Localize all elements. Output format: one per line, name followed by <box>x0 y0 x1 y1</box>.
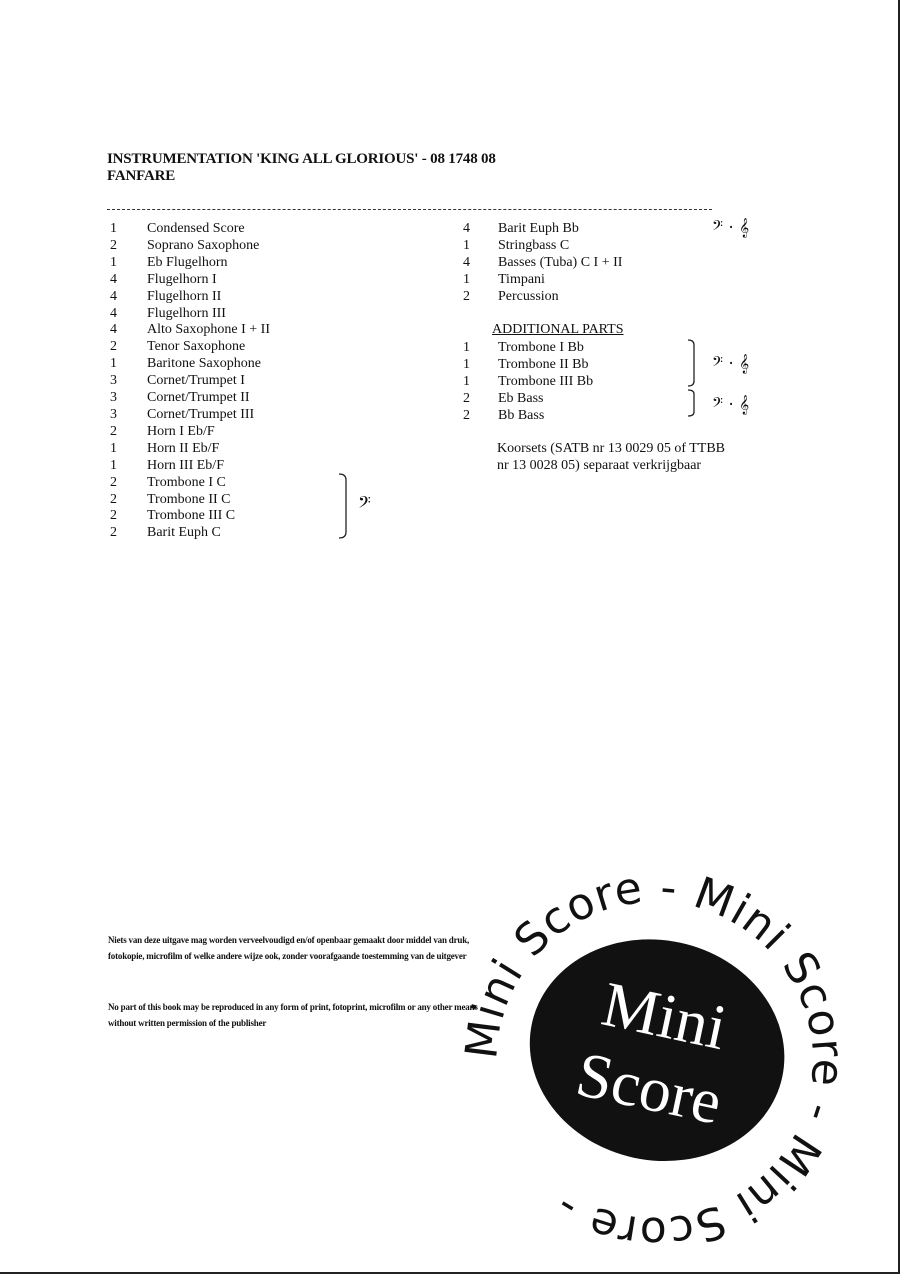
bass-treble-clef-icon: 𝄢 · 𝄞 <box>712 395 750 415</box>
instrument-name: Barit Euph Bb <box>498 221 579 236</box>
list-item <box>110 306 270 323</box>
instrument-name: Percussion <box>498 288 559 304</box>
mini-score-seal <box>455 860 855 1260</box>
seal-ring-text: Mini Score - Mini Score - Mini Score - <box>456 861 854 1259</box>
instrument-name: Tenor Saxophone <box>147 339 246 355</box>
list-item <box>463 255 622 272</box>
instrument-name: Basses (Tuba) C I + II <box>498 254 623 270</box>
instrument-name: Cornet/Trumpet II <box>147 390 250 406</box>
part-quantity: 2 <box>463 407 470 423</box>
bass-clef-icon: 𝄢 <box>358 492 371 516</box>
part-quantity: 1 <box>110 356 117 372</box>
list-item <box>110 356 270 373</box>
list-item <box>463 374 593 391</box>
list-item <box>110 289 270 306</box>
instrument-name: Eb Bass <box>498 390 544 406</box>
instrument-name: Trombone II Bb <box>498 356 589 372</box>
instrument-name: Cornet/Trumpet III <box>147 406 255 422</box>
instrument-name: Stringbass C <box>498 237 570 253</box>
instrument-name: Trombone III C <box>147 508 236 524</box>
list-item <box>463 272 622 289</box>
additional-parts-list <box>463 340 593 425</box>
list-item <box>463 357 593 374</box>
part-quantity: 2 <box>110 423 117 439</box>
list-item <box>110 373 270 390</box>
title-line-1: INSTRUMENTATION 'KING ALL GLORIOUS' - 08 1748 08 <box>107 151 496 167</box>
trombone-group-brace <box>337 472 351 540</box>
part-quantity: 2 <box>110 491 117 507</box>
list-item <box>110 238 270 255</box>
instrument-name: Alto Saxophone I + II <box>147 322 270 338</box>
list-item <box>110 339 270 356</box>
part-quantity: 2 <box>463 390 470 406</box>
part-quantity: 1 <box>463 356 470 372</box>
part-quantity: 4 <box>110 305 117 321</box>
part-quantity: 1 <box>463 271 470 287</box>
title-line-2: FANFARE <box>107 168 176 184</box>
part-quantity: 1 <box>110 221 117 236</box>
part-quantity: 4 <box>463 221 470 236</box>
instrument-name: Baritone Saxophone <box>147 356 261 372</box>
instrument-name: Cornet/Trumpet I <box>147 373 245 389</box>
part-quantity: 1 <box>463 340 470 355</box>
part-quantity: 2 <box>463 288 470 304</box>
instrument-name: Barit Euph C <box>147 525 221 541</box>
instrument-name: Bb Bass <box>498 407 545 423</box>
copyright-notice-dutch: Niets van deze uitgave mag worden verveelvoudigd en/of openbaar gemaakt door middel van druk, fotokopie, microfilm of welke andere wijze ook, zonder voorafgaande toestemming van de uitgever <box>108 935 470 961</box>
part-quantity: 1 <box>110 254 117 270</box>
part-quantity: 3 <box>110 390 117 406</box>
instrument-name: Soprano Saxophone <box>147 237 260 253</box>
instrument-name: Trombone III Bb <box>498 373 594 389</box>
list-item <box>463 391 593 408</box>
instrument-name: Condensed Score <box>147 221 245 236</box>
instrument-list-right <box>463 221 622 306</box>
part-quantity: 4 <box>110 271 117 287</box>
list-item <box>110 255 270 272</box>
list-item <box>110 458 270 475</box>
dashed-divider <box>107 209 712 210</box>
bass-brace <box>686 388 698 418</box>
instrument-name: Flugelhorn II <box>147 288 222 304</box>
part-quantity: 4 <box>110 288 117 304</box>
part-quantity: 3 <box>110 373 117 389</box>
list-item <box>110 441 270 458</box>
instrument-name: Timpani <box>498 271 545 287</box>
part-quantity: 1 <box>110 457 117 473</box>
instrument-name: Trombone I Bb <box>498 340 584 355</box>
part-quantity: 4 <box>110 322 117 338</box>
instrument-name: Flugelhorn I <box>147 271 217 287</box>
list-item <box>110 390 270 407</box>
page-title <box>107 151 496 185</box>
list-item <box>110 424 270 441</box>
part-quantity: 2 <box>110 525 117 541</box>
part-quantity: 1 <box>463 373 470 389</box>
bass-treble-clef-icon: 𝄢 · 𝄞 <box>712 354 750 374</box>
list-item <box>110 322 270 339</box>
list-item <box>463 221 622 238</box>
list-item <box>110 508 270 525</box>
part-quantity: 1 <box>463 237 470 253</box>
list-item <box>110 407 270 424</box>
list-item <box>463 289 622 306</box>
instrument-name: Trombone II C <box>147 491 231 507</box>
list-item <box>110 475 270 492</box>
list-item <box>463 238 622 255</box>
part-quantity: 2 <box>110 474 117 490</box>
seal-center-line-1: Mini <box>596 967 733 1064</box>
instrument-name: Trombone I C <box>147 474 226 490</box>
part-quantity: 4 <box>463 254 470 270</box>
list-item <box>463 408 593 425</box>
choir-sets-note: Koorsets (SATB nr 13 0029 05 of TTBB nr 13 0028 05) separaat verkrijgbaar <box>497 441 726 473</box>
instrument-name: Eb Flugelhorn <box>147 254 228 270</box>
instrument-name: Horn II Eb/F <box>147 440 220 456</box>
seal-center-line-2: Score <box>570 1038 728 1138</box>
additional-parts-heading: ADDITIONAL PARTS <box>492 322 624 337</box>
list-item <box>110 525 270 542</box>
part-quantity: 2 <box>110 237 117 253</box>
part-quantity: 2 <box>110 339 117 355</box>
copyright-notice-english: No part of this book may be reproduced in any form of print, fotoprint, microfilm or any other means without written permission of the publisher <box>108 1002 478 1028</box>
list-item <box>110 272 270 289</box>
instrument-name: Horn III Eb/F <box>147 457 224 473</box>
trombone-bb-brace <box>686 338 698 388</box>
part-quantity: 3 <box>110 406 117 422</box>
part-quantity: 1 <box>110 440 117 456</box>
part-quantity: 2 <box>110 508 117 524</box>
instrument-name: Flugelhorn III <box>147 305 226 321</box>
instrument-list-left <box>110 221 270 542</box>
list-item <box>110 221 270 238</box>
bass-treble-clef-icon: 𝄢 · 𝄞 <box>712 218 750 238</box>
list-item <box>110 492 270 509</box>
list-item <box>463 340 593 357</box>
instrument-name: Horn I Eb/F <box>147 423 215 439</box>
